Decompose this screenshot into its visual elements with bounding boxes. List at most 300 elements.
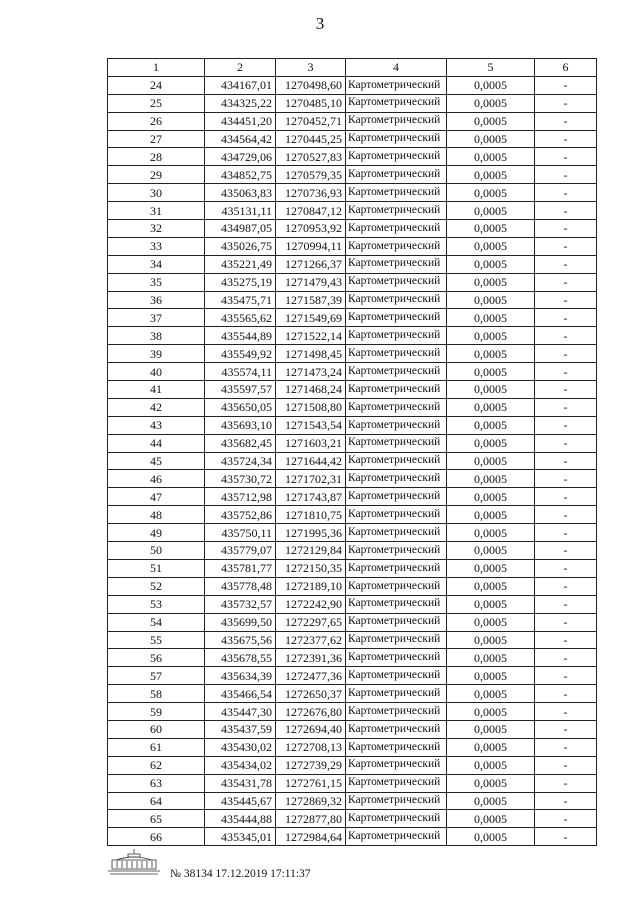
table-row bbox=[108, 595, 597, 613]
x-coordinate-cell: 435221,49 bbox=[205, 255, 276, 273]
accuracy-cell: 0,0005 bbox=[447, 94, 535, 112]
x-coordinate-cell: 435430,02 bbox=[205, 738, 276, 756]
note-cell: - bbox=[535, 524, 597, 542]
method-cell: Картометрический bbox=[346, 577, 447, 595]
accuracy-cell: 0,0005 bbox=[447, 148, 535, 166]
y-coordinate-cell: 1270485,10 bbox=[276, 94, 346, 112]
method-cell: Картометрический bbox=[346, 685, 447, 703]
note-cell: - bbox=[535, 76, 597, 94]
accuracy-cell: 0,0005 bbox=[447, 327, 535, 345]
y-coordinate-cell: 1271810,75 bbox=[276, 506, 346, 524]
table-row bbox=[108, 524, 597, 542]
x-coordinate-cell: 435752,86 bbox=[205, 506, 276, 524]
point-number-cell: 39 bbox=[108, 345, 205, 363]
method-cell: Картометрический bbox=[346, 220, 447, 238]
method-cell: Картометрический bbox=[346, 559, 447, 577]
point-number-cell: 37 bbox=[108, 309, 205, 327]
point-number-cell: 49 bbox=[108, 524, 205, 542]
y-coordinate-cell: 1272189,10 bbox=[276, 577, 346, 595]
accuracy-cell: 0,0005 bbox=[447, 720, 535, 738]
x-coordinate-cell: 434729,06 bbox=[205, 148, 276, 166]
method-cell: Картометрический bbox=[346, 309, 447, 327]
note-cell: - bbox=[535, 327, 597, 345]
method-cell: Картометрический bbox=[346, 613, 447, 631]
point-number-cell: 34 bbox=[108, 255, 205, 273]
x-coordinate-cell: 435131,11 bbox=[205, 202, 276, 220]
method-cell: Картометрический bbox=[346, 184, 447, 202]
point-number-cell: 51 bbox=[108, 559, 205, 577]
point-number-cell: 66 bbox=[108, 828, 205, 846]
y-coordinate-cell: 1271479,43 bbox=[276, 273, 346, 291]
accuracy-cell: 0,0005 bbox=[447, 273, 535, 291]
method-cell: Картометрический bbox=[346, 703, 447, 721]
method-cell: Картометрический bbox=[346, 631, 447, 649]
method-cell: Картометрический bbox=[346, 327, 447, 345]
note-cell: - bbox=[535, 685, 597, 703]
point-number-cell: 62 bbox=[108, 756, 205, 774]
method-cell: Картометрический bbox=[346, 828, 447, 846]
accuracy-cell: 0,0005 bbox=[447, 649, 535, 667]
x-coordinate-cell: 435574,11 bbox=[205, 363, 276, 381]
table-row bbox=[108, 381, 597, 399]
accuracy-cell: 0,0005 bbox=[447, 309, 535, 327]
method-cell: Картометрический bbox=[346, 738, 447, 756]
x-coordinate-cell: 435778,48 bbox=[205, 577, 276, 595]
point-number-cell: 43 bbox=[108, 416, 205, 434]
method-cell: Картометрический bbox=[346, 774, 447, 792]
table-row bbox=[108, 685, 597, 703]
point-number-cell: 41 bbox=[108, 381, 205, 399]
table-row bbox=[108, 291, 597, 309]
header-cell: 2 bbox=[205, 59, 276, 77]
accuracy-cell: 0,0005 bbox=[447, 130, 535, 148]
y-coordinate-cell: 1271498,45 bbox=[276, 345, 346, 363]
x-coordinate-cell: 435466,54 bbox=[205, 685, 276, 703]
x-coordinate-cell: 435750,11 bbox=[205, 524, 276, 542]
method-cell: Картометрический bbox=[346, 94, 447, 112]
x-coordinate-cell: 435730,72 bbox=[205, 470, 276, 488]
y-coordinate-cell: 1272739,29 bbox=[276, 756, 346, 774]
method-cell: Картометрический bbox=[346, 273, 447, 291]
x-coordinate-cell: 434987,05 bbox=[205, 220, 276, 238]
accuracy-cell: 0,0005 bbox=[447, 452, 535, 470]
point-number-cell: 63 bbox=[108, 774, 205, 792]
y-coordinate-cell: 1272984,64 bbox=[276, 828, 346, 846]
accuracy-cell: 0,0005 bbox=[447, 220, 535, 238]
table-row bbox=[108, 613, 597, 631]
method-cell: Картометрический bbox=[346, 291, 447, 309]
x-coordinate-cell: 435597,57 bbox=[205, 381, 276, 399]
note-cell: - bbox=[535, 416, 597, 434]
table-row bbox=[108, 94, 597, 112]
accuracy-cell: 0,0005 bbox=[447, 595, 535, 613]
y-coordinate-cell: 1271587,39 bbox=[276, 291, 346, 309]
header-cell: 6 bbox=[535, 59, 597, 77]
point-number-cell: 31 bbox=[108, 202, 205, 220]
x-coordinate-cell: 435437,59 bbox=[205, 720, 276, 738]
method-cell: Картометрический bbox=[346, 381, 447, 399]
x-coordinate-cell: 434167,01 bbox=[205, 76, 276, 94]
y-coordinate-cell: 1271702,31 bbox=[276, 470, 346, 488]
method-cell: Картометрический bbox=[346, 434, 447, 452]
table-row bbox=[108, 398, 597, 416]
accuracy-cell: 0,0005 bbox=[447, 488, 535, 506]
page-number: 3 bbox=[315, 14, 325, 33]
note-cell: - bbox=[535, 810, 597, 828]
point-number-cell: 56 bbox=[108, 649, 205, 667]
x-coordinate-cell: 435026,75 bbox=[205, 237, 276, 255]
note-cell: - bbox=[535, 470, 597, 488]
method-cell: Картометрический bbox=[346, 470, 447, 488]
note-cell: - bbox=[535, 452, 597, 470]
method-cell: Картометрический bbox=[346, 667, 447, 685]
y-coordinate-cell: 1272761,15 bbox=[276, 774, 346, 792]
y-coordinate-cell: 1272242,90 bbox=[276, 595, 346, 613]
method-cell: Картометрический bbox=[346, 166, 447, 184]
method-cell: Картометрический bbox=[346, 130, 447, 148]
accuracy-cell: 0,0005 bbox=[447, 542, 535, 560]
note-cell: - bbox=[535, 345, 597, 363]
y-coordinate-cell: 1272877,80 bbox=[276, 810, 346, 828]
note-cell: - bbox=[535, 309, 597, 327]
method-cell: Картометрический bbox=[346, 363, 447, 381]
note-cell: - bbox=[535, 828, 597, 846]
coordinates-table-body bbox=[108, 59, 597, 846]
y-coordinate-cell: 1270498,60 bbox=[276, 76, 346, 94]
point-number-cell: 55 bbox=[108, 631, 205, 649]
method-cell: Картометрический bbox=[346, 237, 447, 255]
y-coordinate-cell: 1270579,35 bbox=[276, 166, 346, 184]
note-cell: - bbox=[535, 130, 597, 148]
point-number-cell: 32 bbox=[108, 220, 205, 238]
table-row bbox=[108, 416, 597, 434]
table-row bbox=[108, 703, 597, 721]
point-number-cell: 52 bbox=[108, 577, 205, 595]
accuracy-cell: 0,0005 bbox=[447, 774, 535, 792]
x-coordinate-cell: 435732,57 bbox=[205, 595, 276, 613]
table-row bbox=[108, 738, 597, 756]
point-number-cell: 53 bbox=[108, 595, 205, 613]
accuracy-cell: 0,0005 bbox=[447, 506, 535, 524]
x-coordinate-cell: 435693,10 bbox=[205, 416, 276, 434]
y-coordinate-cell: 1271543,54 bbox=[276, 416, 346, 434]
accuracy-cell: 0,0005 bbox=[447, 810, 535, 828]
point-number-cell: 35 bbox=[108, 273, 205, 291]
table-row bbox=[108, 720, 597, 738]
table-row bbox=[108, 220, 597, 238]
x-coordinate-cell: 434325,22 bbox=[205, 94, 276, 112]
point-number-cell: 38 bbox=[108, 327, 205, 345]
table-row bbox=[108, 774, 597, 792]
x-coordinate-cell: 435724,34 bbox=[205, 452, 276, 470]
accuracy-cell: 0,0005 bbox=[447, 828, 535, 846]
x-coordinate-cell: 435678,55 bbox=[205, 649, 276, 667]
accuracy-cell: 0,0005 bbox=[447, 667, 535, 685]
table-row bbox=[108, 756, 597, 774]
x-coordinate-cell: 435549,92 bbox=[205, 345, 276, 363]
accuracy-cell: 0,0005 bbox=[447, 577, 535, 595]
point-number-cell: 45 bbox=[108, 452, 205, 470]
x-coordinate-cell: 434564,42 bbox=[205, 130, 276, 148]
note-cell: - bbox=[535, 184, 597, 202]
y-coordinate-cell: 1271266,37 bbox=[276, 255, 346, 273]
note-cell: - bbox=[535, 542, 597, 560]
accuracy-cell: 0,0005 bbox=[447, 363, 535, 381]
y-coordinate-cell: 1272694,40 bbox=[276, 720, 346, 738]
point-number-cell: 44 bbox=[108, 434, 205, 452]
y-coordinate-cell: 1271743,87 bbox=[276, 488, 346, 506]
note-cell: - bbox=[535, 273, 597, 291]
y-coordinate-cell: 1272869,32 bbox=[276, 792, 346, 810]
point-number-cell: 57 bbox=[108, 667, 205, 685]
method-cell: Картометрический bbox=[346, 202, 447, 220]
note-cell: - bbox=[535, 94, 597, 112]
x-coordinate-cell: 435712,98 bbox=[205, 488, 276, 506]
accuracy-cell: 0,0005 bbox=[447, 166, 535, 184]
method-cell: Картометрический bbox=[346, 148, 447, 166]
government-building-logo-icon bbox=[106, 848, 162, 878]
y-coordinate-cell: 1270452,71 bbox=[276, 112, 346, 130]
table-row bbox=[108, 112, 597, 130]
accuracy-cell: 0,0005 bbox=[447, 237, 535, 255]
table-row bbox=[108, 452, 597, 470]
point-number-cell: 29 bbox=[108, 166, 205, 184]
accuracy-cell: 0,0005 bbox=[447, 470, 535, 488]
table-row bbox=[108, 792, 597, 810]
footer bbox=[100, 848, 400, 888]
table-row bbox=[108, 148, 597, 166]
x-coordinate-cell: 435634,39 bbox=[205, 667, 276, 685]
point-number-cell: 50 bbox=[108, 542, 205, 560]
method-cell: Картометрический bbox=[346, 756, 447, 774]
y-coordinate-cell: 1271522,14 bbox=[276, 327, 346, 345]
table-header-row bbox=[108, 59, 597, 77]
note-cell: - bbox=[535, 166, 597, 184]
point-number-cell: 59 bbox=[108, 703, 205, 721]
table-row bbox=[108, 649, 597, 667]
method-cell: Картометрический bbox=[346, 595, 447, 613]
x-coordinate-cell: 435444,88 bbox=[205, 810, 276, 828]
point-number-cell: 61 bbox=[108, 738, 205, 756]
y-coordinate-cell: 1271644,42 bbox=[276, 452, 346, 470]
accuracy-cell: 0,0005 bbox=[447, 398, 535, 416]
method-cell: Картометрический bbox=[346, 398, 447, 416]
accuracy-cell: 0,0005 bbox=[447, 112, 535, 130]
x-coordinate-cell: 435699,50 bbox=[205, 613, 276, 631]
x-coordinate-cell: 435650,05 bbox=[205, 398, 276, 416]
x-coordinate-cell: 435779,07 bbox=[205, 542, 276, 560]
y-coordinate-cell: 1271549,69 bbox=[276, 309, 346, 327]
accuracy-cell: 0,0005 bbox=[447, 738, 535, 756]
note-cell: - bbox=[535, 506, 597, 524]
note-cell: - bbox=[535, 756, 597, 774]
note-cell: - bbox=[535, 291, 597, 309]
accuracy-cell: 0,0005 bbox=[447, 559, 535, 577]
x-coordinate-cell: 435781,77 bbox=[205, 559, 276, 577]
method-cell: Картометрический bbox=[346, 506, 447, 524]
method-cell: Картометрический bbox=[346, 649, 447, 667]
x-coordinate-cell: 435682,45 bbox=[205, 434, 276, 452]
table-row bbox=[108, 631, 597, 649]
note-cell: - bbox=[535, 255, 597, 273]
point-number-cell: 54 bbox=[108, 613, 205, 631]
note-cell: - bbox=[535, 381, 597, 399]
table-row bbox=[108, 327, 597, 345]
y-coordinate-cell: 1272676,80 bbox=[276, 703, 346, 721]
y-coordinate-cell: 1270847,12 bbox=[276, 202, 346, 220]
point-number-cell: 60 bbox=[108, 720, 205, 738]
method-cell: Картометрический bbox=[346, 416, 447, 434]
accuracy-cell: 0,0005 bbox=[447, 524, 535, 542]
x-coordinate-cell: 435063,83 bbox=[205, 184, 276, 202]
accuracy-cell: 0,0005 bbox=[447, 291, 535, 309]
point-number-cell: 64 bbox=[108, 792, 205, 810]
x-coordinate-cell: 435445,67 bbox=[205, 792, 276, 810]
note-cell: - bbox=[535, 703, 597, 721]
y-coordinate-cell: 1271473,24 bbox=[276, 363, 346, 381]
header-cell: 5 bbox=[447, 59, 535, 77]
y-coordinate-cell: 1272129,84 bbox=[276, 542, 346, 560]
point-number-cell: 47 bbox=[108, 488, 205, 506]
method-cell: Картометрический bbox=[346, 452, 447, 470]
table-row bbox=[108, 184, 597, 202]
table-row bbox=[108, 166, 597, 184]
x-coordinate-cell: 435565,62 bbox=[205, 309, 276, 327]
method-cell: Картометрический bbox=[346, 76, 447, 94]
point-number-cell: 58 bbox=[108, 685, 205, 703]
header-cell: 4 bbox=[346, 59, 447, 77]
table-row bbox=[108, 309, 597, 327]
accuracy-cell: 0,0005 bbox=[447, 345, 535, 363]
note-cell: - bbox=[535, 720, 597, 738]
table-row bbox=[108, 488, 597, 506]
method-cell: Картометрический bbox=[346, 810, 447, 828]
y-coordinate-cell: 1272297,65 bbox=[276, 613, 346, 631]
point-number-cell: 28 bbox=[108, 148, 205, 166]
x-coordinate-cell: 435475,71 bbox=[205, 291, 276, 309]
note-cell: - bbox=[535, 631, 597, 649]
point-number-cell: 46 bbox=[108, 470, 205, 488]
y-coordinate-cell: 1270994,11 bbox=[276, 237, 346, 255]
table-row bbox=[108, 434, 597, 452]
point-number-cell: 40 bbox=[108, 363, 205, 381]
x-coordinate-cell: 435675,56 bbox=[205, 631, 276, 649]
note-cell: - bbox=[535, 774, 597, 792]
accuracy-cell: 0,0005 bbox=[447, 184, 535, 202]
accuracy-cell: 0,0005 bbox=[447, 685, 535, 703]
note-cell: - bbox=[535, 792, 597, 810]
method-cell: Картометрический bbox=[346, 488, 447, 506]
y-coordinate-cell: 1271603,21 bbox=[276, 434, 346, 452]
y-coordinate-cell: 1272708,13 bbox=[276, 738, 346, 756]
table-row bbox=[108, 542, 597, 560]
table-row bbox=[108, 470, 597, 488]
method-cell: Картометрический bbox=[346, 524, 447, 542]
method-cell: Картометрический bbox=[346, 792, 447, 810]
x-coordinate-cell: 434852,75 bbox=[205, 166, 276, 184]
y-coordinate-cell: 1272477,36 bbox=[276, 667, 346, 685]
table-row bbox=[108, 559, 597, 577]
note-cell: - bbox=[535, 398, 597, 416]
x-coordinate-cell: 435447,30 bbox=[205, 703, 276, 721]
x-coordinate-cell: 435345,01 bbox=[205, 828, 276, 846]
point-number-cell: 65 bbox=[108, 810, 205, 828]
accuracy-cell: 0,0005 bbox=[447, 613, 535, 631]
point-number-cell: 26 bbox=[108, 112, 205, 130]
method-cell: Картометрический bbox=[346, 255, 447, 273]
x-coordinate-cell: 435431,78 bbox=[205, 774, 276, 792]
accuracy-cell: 0,0005 bbox=[447, 202, 535, 220]
note-cell: - bbox=[535, 559, 597, 577]
table-row bbox=[108, 363, 597, 381]
y-coordinate-cell: 1272377,62 bbox=[276, 631, 346, 649]
y-coordinate-cell: 1272650,37 bbox=[276, 685, 346, 703]
table-row bbox=[108, 810, 597, 828]
accuracy-cell: 0,0005 bbox=[447, 631, 535, 649]
method-cell: Картометрический bbox=[346, 112, 447, 130]
x-coordinate-cell: 435275,19 bbox=[205, 273, 276, 291]
note-cell: - bbox=[535, 613, 597, 631]
table-row bbox=[108, 273, 597, 291]
method-cell: Картометрический bbox=[346, 345, 447, 363]
note-cell: - bbox=[535, 738, 597, 756]
y-coordinate-cell: 1272391,36 bbox=[276, 649, 346, 667]
note-cell: - bbox=[535, 595, 597, 613]
table-row bbox=[108, 667, 597, 685]
y-coordinate-cell: 1270527,83 bbox=[276, 148, 346, 166]
table-row bbox=[108, 202, 597, 220]
note-cell: - bbox=[535, 220, 597, 238]
note-cell: - bbox=[535, 363, 597, 381]
note-cell: - bbox=[535, 667, 597, 685]
y-coordinate-cell: 1270736,93 bbox=[276, 184, 346, 202]
note-cell: - bbox=[535, 577, 597, 595]
note-cell: - bbox=[535, 434, 597, 452]
accuracy-cell: 0,0005 bbox=[447, 381, 535, 399]
accuracy-cell: 0,0005 bbox=[447, 703, 535, 721]
x-coordinate-cell: 435544,89 bbox=[205, 327, 276, 345]
point-number-cell: 24 bbox=[108, 76, 205, 94]
point-number-cell: 36 bbox=[108, 291, 205, 309]
note-cell: - bbox=[535, 488, 597, 506]
y-coordinate-cell: 1270953,92 bbox=[276, 220, 346, 238]
table-row bbox=[108, 130, 597, 148]
x-coordinate-cell: 435434,02 bbox=[205, 756, 276, 774]
y-coordinate-cell: 1272150,35 bbox=[276, 559, 346, 577]
header-cell: 3 bbox=[276, 59, 346, 77]
accuracy-cell: 0,0005 bbox=[447, 434, 535, 452]
point-number-cell: 25 bbox=[108, 94, 205, 112]
table-row bbox=[108, 577, 597, 595]
note-cell: - bbox=[535, 112, 597, 130]
note-cell: - bbox=[535, 148, 597, 166]
point-number-cell: 30 bbox=[108, 184, 205, 202]
header-cell: 1 bbox=[108, 59, 205, 77]
method-cell: Картометрический bbox=[346, 720, 447, 738]
table-row bbox=[108, 76, 597, 94]
table-row bbox=[108, 237, 597, 255]
note-cell: - bbox=[535, 237, 597, 255]
accuracy-cell: 0,0005 bbox=[447, 416, 535, 434]
accuracy-cell: 0,0005 bbox=[447, 76, 535, 94]
accuracy-cell: 0,0005 bbox=[447, 792, 535, 810]
document-stamp: № 38134 17.12.2019 17:11:37 bbox=[170, 868, 311, 880]
table-row bbox=[108, 345, 597, 363]
point-number-cell: 33 bbox=[108, 237, 205, 255]
y-coordinate-cell: 1271468,24 bbox=[276, 381, 346, 399]
accuracy-cell: 0,0005 bbox=[447, 255, 535, 273]
point-number-cell: 42 bbox=[108, 398, 205, 416]
